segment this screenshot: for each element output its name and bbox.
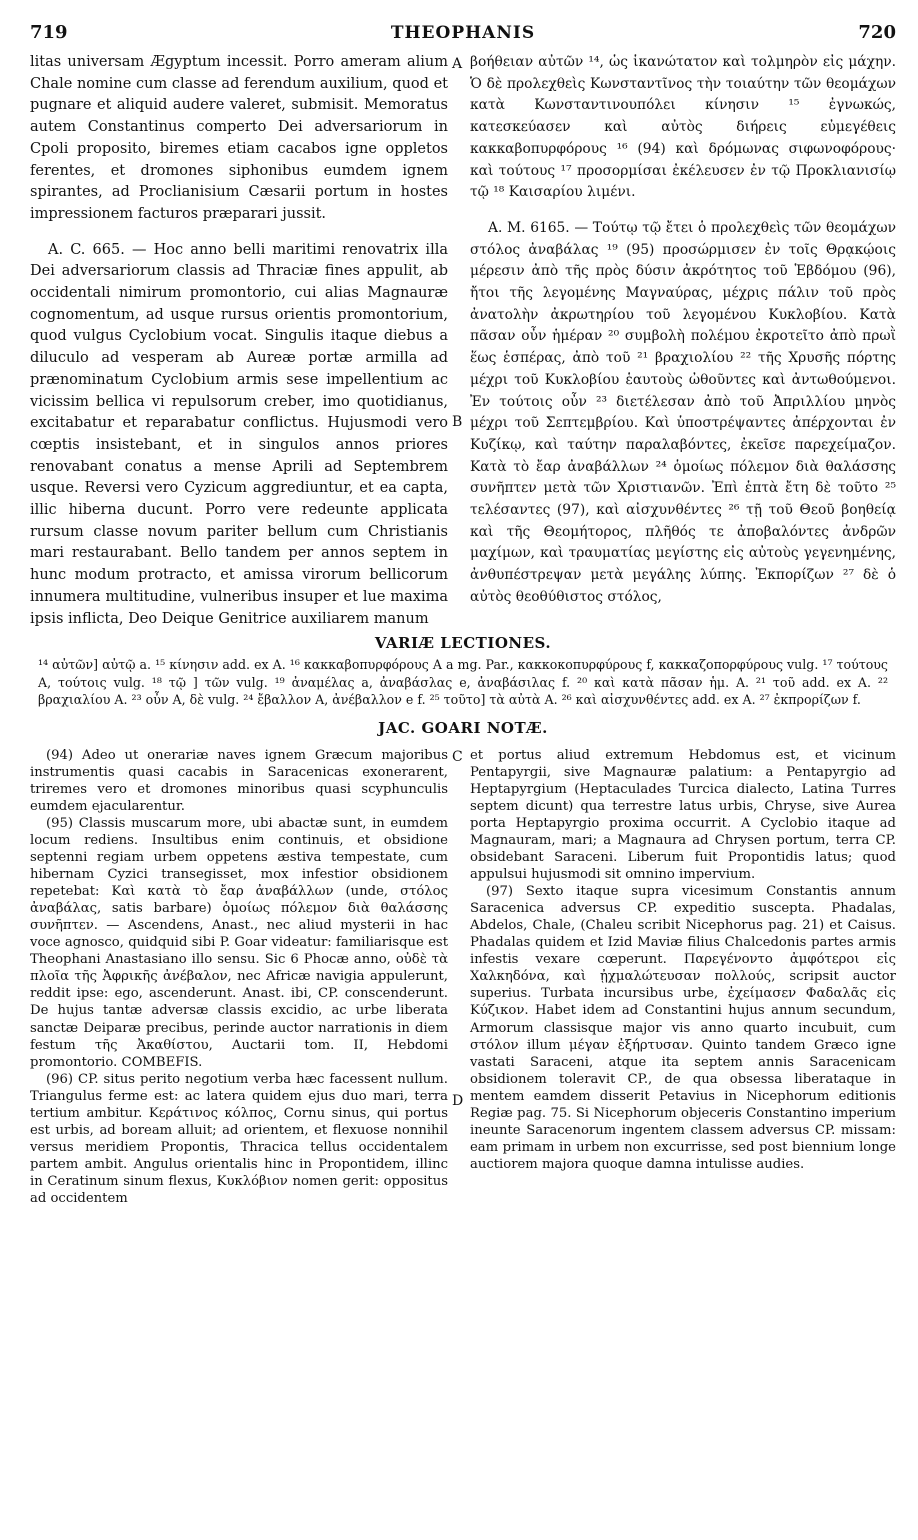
right-page-number: 720 xyxy=(858,22,896,43)
variae-lectiones-title: VARIÆ LECTIONES. xyxy=(374,634,552,653)
note-94: (94) Adeo ut onerariæ naves ignem Græcum majoribus instrumentis quasi cacabis in Saracenicas exonerarent, triremes vero et dromones minoribus quasi scyphunculis eumdem ejacularentur. xyxy=(30,747,448,814)
marker-a: A xyxy=(452,56,463,72)
left-page-number: 719 xyxy=(30,22,68,43)
marker-d: D xyxy=(452,1092,464,1109)
latin-paragraph-2: A. C. 665. — Hoc anno belli maritimi renovatrix illa Dei adversariorum classis ad Thraciæ fines appulit, ab occidentali nimirum promontorio, cui alias Magnauræ cognomentum, ad usque rursus orientis promontorium, quod vulgus Cyclobium vocat. Singulis itaque diebus a diluculo ad vesperam ab Aureæ portæ armilla ad prænominatum Cyclobium armis sese impellentium ac vicissim bellica vi repulsorum creber, imo quotidianus, excitabatur et reparabatur conflictus. Hujusmodi vero cœptis insistebant, et in singulos annos priores renovabant conatus a mense Aprili ad Septembrem usque. Reversi vero Cyzicum aggrediuntur, et ea capta, illic hiberna ducunt. Porro vere redeunte applicata rursum classe novum pariter bellum cum Christianis mari restaurabant. Bello tandem per annos septem in hunc modum protracto, et amissa virorum bellicorum innumera multitudine, vulneribus insuper et lue maxima ipsis inflicta, Deo Deique Genitrice auxiliarem manum xyxy=(30,241,448,627)
note-96: (96) CP. situs perito negotium verba hæc facessent nullum. Triangulus ferme est: ac latera quidem ejus duo mari, terra tertium ambitur. Κεράτινος κόλπος, Cornu sinus, qui portus est urbis, ad boream alluit; ad orientem, et flexuose nonnihil versus meridiem Propontis, Thracica tellus occidentalem partem ambit. Angulus orientalis hinc in Propontidem, illinc in Ceratinum sinum flexus, Κυκλόβιον nomen gerit: oppositus ad occidentem xyxy=(30,1071,448,1206)
greek-column xyxy=(470,52,896,630)
notes-margin-markers xyxy=(448,747,470,1207)
note-97: (97) Sexto itaque supra vicesimum Constantis annum Saracenica adversus CP. expeditio suscepta. Phadalas, Abdelos, Chale, (Chaleu scribit Nicephorus pag. 21) et Caisus. Phadalas quidem et Izid Maviæ filius Chalcedonis partes armis infestis vexare cœperunt. Παρεγένοντο ἀμφότεροι εἰς Χαλκηδόνα, καὶ ᾐχμαλώτευσαν πολλούς, scripsit auctor superius. Turbata incursibus urbe, ἐχείμασεν Φαδαλᾶς εἰς Κύζικον. Habet idem ad Constantini hujus annum secundum, Armorum classisque major vis anno quarto incubuit, cum στόλον illum μέγαν ἐξήρτυσαν. Quinto tandem Græco igne vastati Saraceni, atque ita septem annis Saracenicam obsidionem toleravit CP., de qua obsessa liberataque in mentem eamdem disserit Petavius in Nicephorum editionis Regiæ pag. 75. Si Nicephorum objeceris Constantino imperium ineunte Saracenorum ingentem classem adversus CP. missam: eam primam in urbem non excurrisse, sed post biennium longe auctiorem majora quoque damna intulisse audies. xyxy=(470,884,896,1172)
margin-markers xyxy=(448,52,470,630)
main-text xyxy=(30,52,896,630)
note-95: (95) Classis muscarum more, ubi abactæ sunt, in eumdem locum rediens. Insultibus enim continuis, et obsidione septenni regiam urbem oppetens æstiva tempestate, cum hibernam Cyzici transegisset, mox infestior obsidionem repetebat: Καὶ κατὰ τὸ ἔαρ ἀναβάλλων (unde, στόλος ἀναβάλας, satis barbare) ὁμοίως πόλεμον διὰ θαλάσσης συνῆπτεν. — Ascendens, Anast., nec aliud mysterii in hac voce agnosco, quidquid sibi P. Goar videatur: familiarisque est Theophani Anastasiano illo sensu. Sic 6 Phocæ anno, οὐδὲ τὰ πλοῖα τῆς Ἀφρικῆς ἀνέβαλον, nec Africæ navigia appulerunt, reddit ipse: ego, ascenderunt. Anast. ibi, CP. conscenderunt. De hujus tantæ adversæ classis excidio, ac urbe liberata sanctæ Deiparæ precibus, perinde auctor narrationis in diem festum τῆς Ἀκαθίστου, Auctarii tom. II, Hebdomi promontorio. COMBEFIS. xyxy=(30,815,448,1070)
note-96-continued: et portus aliud extremum Hebdomus est, et vicinum Pentapyrgii, sive Magnauræ palatium: a Pentapyrgio ad Heptapyrgium (Heptaculades Turcica dialecto, Latina Turres septem dicunt) qua terrestre latus urbis, Chryse, sive Aurea porta Heptapyrgio proxima occurrit. A Cyclobio itaque ad Magnauram, mari; a Magnaura ad Chrysen portum, terra CP. obsidebant Saraceni. Liberum fuit Propontidis latus; quod appulsui hujusmodi sit omnino impervium. xyxy=(470,747,896,883)
greek-paragraph-2: A. M. 6165. — Τούτῳ τῷ ἔτει ὁ προλεχθεὶς τῶν θεομάχων στόλος ἀναβάλας ¹⁹ (95) προσώρμισεν ἐν τοῖς Θρᾳκῴοις μέρεσιν ἀπὸ τῆς πρὸς δύσιν ἀκρότητος τοῦ Ἑβδόμου (96), ἤτοι τῆς λεγομένης Μαγναύρας, μέχρις πάλιν τοῦ πρὸς ἀνατολὴν ἀκρωτηρίου τοῦ λεγομένου Κυκλοβίου. Κατὰ πᾶσαν οὖν ἡμέραν ²⁰ συμβολὴ πολέμου ἐκροτεῖτο ἀπὸ πρωῒ ἕως ἑσπέρας, ἀπὸ τοῦ ²¹ βραχιολίου ²² τῆς Χρυσῆς πόρτης μέχρι τοῦ Κυκλοβίου ἑαυτοὺς ὠθοῦντες καὶ ἀντωθούμενοι. Ἐν τούτοις οὖν ²³ διετέλεσαν ἀπὸ τοῦ Ἀπριλλίου μηνὸς μέχρι τοῦ Σεπτεμβρίου. Καὶ ὑποστρέψαντες ἀπέρχονται ἐν Κυζίκῳ, καὶ ταύτην παραλαβόντες, ἐκεῖσε παρεχείμαζον. Κατὰ τὸ ἔαρ ἀναβάλλων ²⁴ ὁμοίως πόλεμον διὰ θαλάσσης συνῆπτεν μετὰ τῶν Χριστιανῶν. Ἐπὶ ἑπτὰ ἔτη δὲ τοῦτο ²⁵ τελέσαντες (97), καὶ αἰσχυνθέντες ²⁶ τῇ τοῦ Θεοῦ βοηθείᾳ καὶ τῆς Θεομήτορος, πλῆθός τε ἀποβαλόντες ἀνδρῶν μαχίμων, καὶ τραυματίας μεγίστης εἰς αὐτοὺς γεγενημένης, ἀνθυπέστρεψαν μετὰ μεγάλης λύπης. Ἐκπορίζων ²⁷ δὲ ὁ αὐτὸς θεοθύθιστος στόλος, xyxy=(470,219,896,605)
running-title: THEOPHANIS xyxy=(390,23,536,43)
marker-b: B xyxy=(452,414,463,430)
notes-right-column xyxy=(470,747,896,1207)
latin-paragraph-1: litas universam Ægyptum incessit. Porro ameram alium Chale nomine cum classe ad ferendum auxilium, quod et pugnare et aliquid audere valeret, submisit. Memoratus autem Constantinus comperto Dei adversariorum in Cpoli proposito, biremes etiam cacabos igne oppletos ferentes, et dromones siphonibus eumdem ignem spirantes, ad Proclianisium Cæsarii portum in hostes impressionem facturos præparari jussit. xyxy=(30,54,448,222)
marker-c: C xyxy=(452,748,463,765)
variae-lectiones-text: ¹⁴ αὐτῶν] αὐτῷ a. ¹⁵ κίνησιν add. ex A. ¹⁶ κακκαβοπυρφόρους A a mg. Par., κακκοκοπυρφύρους f, κακκαζοπορφύρους vulg. ¹⁷ τούτους A, τούτοις vulg. ¹⁸ τῷ ] τῶν vulg. ¹⁹ ἀναμέλας a, ἀναβάσλας e, ἀναβάσιλας f. ²⁰ καὶ κατὰ πᾶσαν ἡμ. A. ²¹ τοῦ add. ex A. ²² βραχιαλίου A. ²³ οὖν A, δὲ vulg. ²⁴ ἔβαλλον A, ἀνέβαλλον e f. ²⁵ τοῦτο] τὰ αὐτὰ A. ²⁶ καὶ αἰσχυνθέντες add. ex A. ²⁷ ἐκπρορίζων f. xyxy=(38,657,888,708)
latin-column xyxy=(30,52,448,630)
notes-section xyxy=(30,747,896,1207)
running-header xyxy=(30,22,896,48)
notes-left-column xyxy=(30,747,448,1207)
greek-paragraph-1: βοήθειαν αὐτῶν ¹⁴, ὡς ἱκανώτατον καὶ τολμηρὸν εἰς μάχην. Ὁ δὲ προλεχθεὶς Κωνσταντῖνος τὴν τοιαύτην τῶν θεομάχων κατὰ Κωνσταντινουπόλει κίνησιν ¹⁵ ἐγνωκώς, κατεσκεύασεν καὶ αὐτὸς διήρεις εὐμεγέθεις κακκαβοπυρφόρους ¹⁶ (94) καὶ δρόμωνας σιφωνοφόρους· καὶ τούτους ¹⁷ προσορμίσαι ἐκέλευσεν ἐν τῷ Προκλιανισίῳ τῷ ¹⁸ Καισαρίου λιμένι. xyxy=(470,54,896,201)
notae-title: JAC. GOARI NOTÆ. xyxy=(378,718,548,737)
